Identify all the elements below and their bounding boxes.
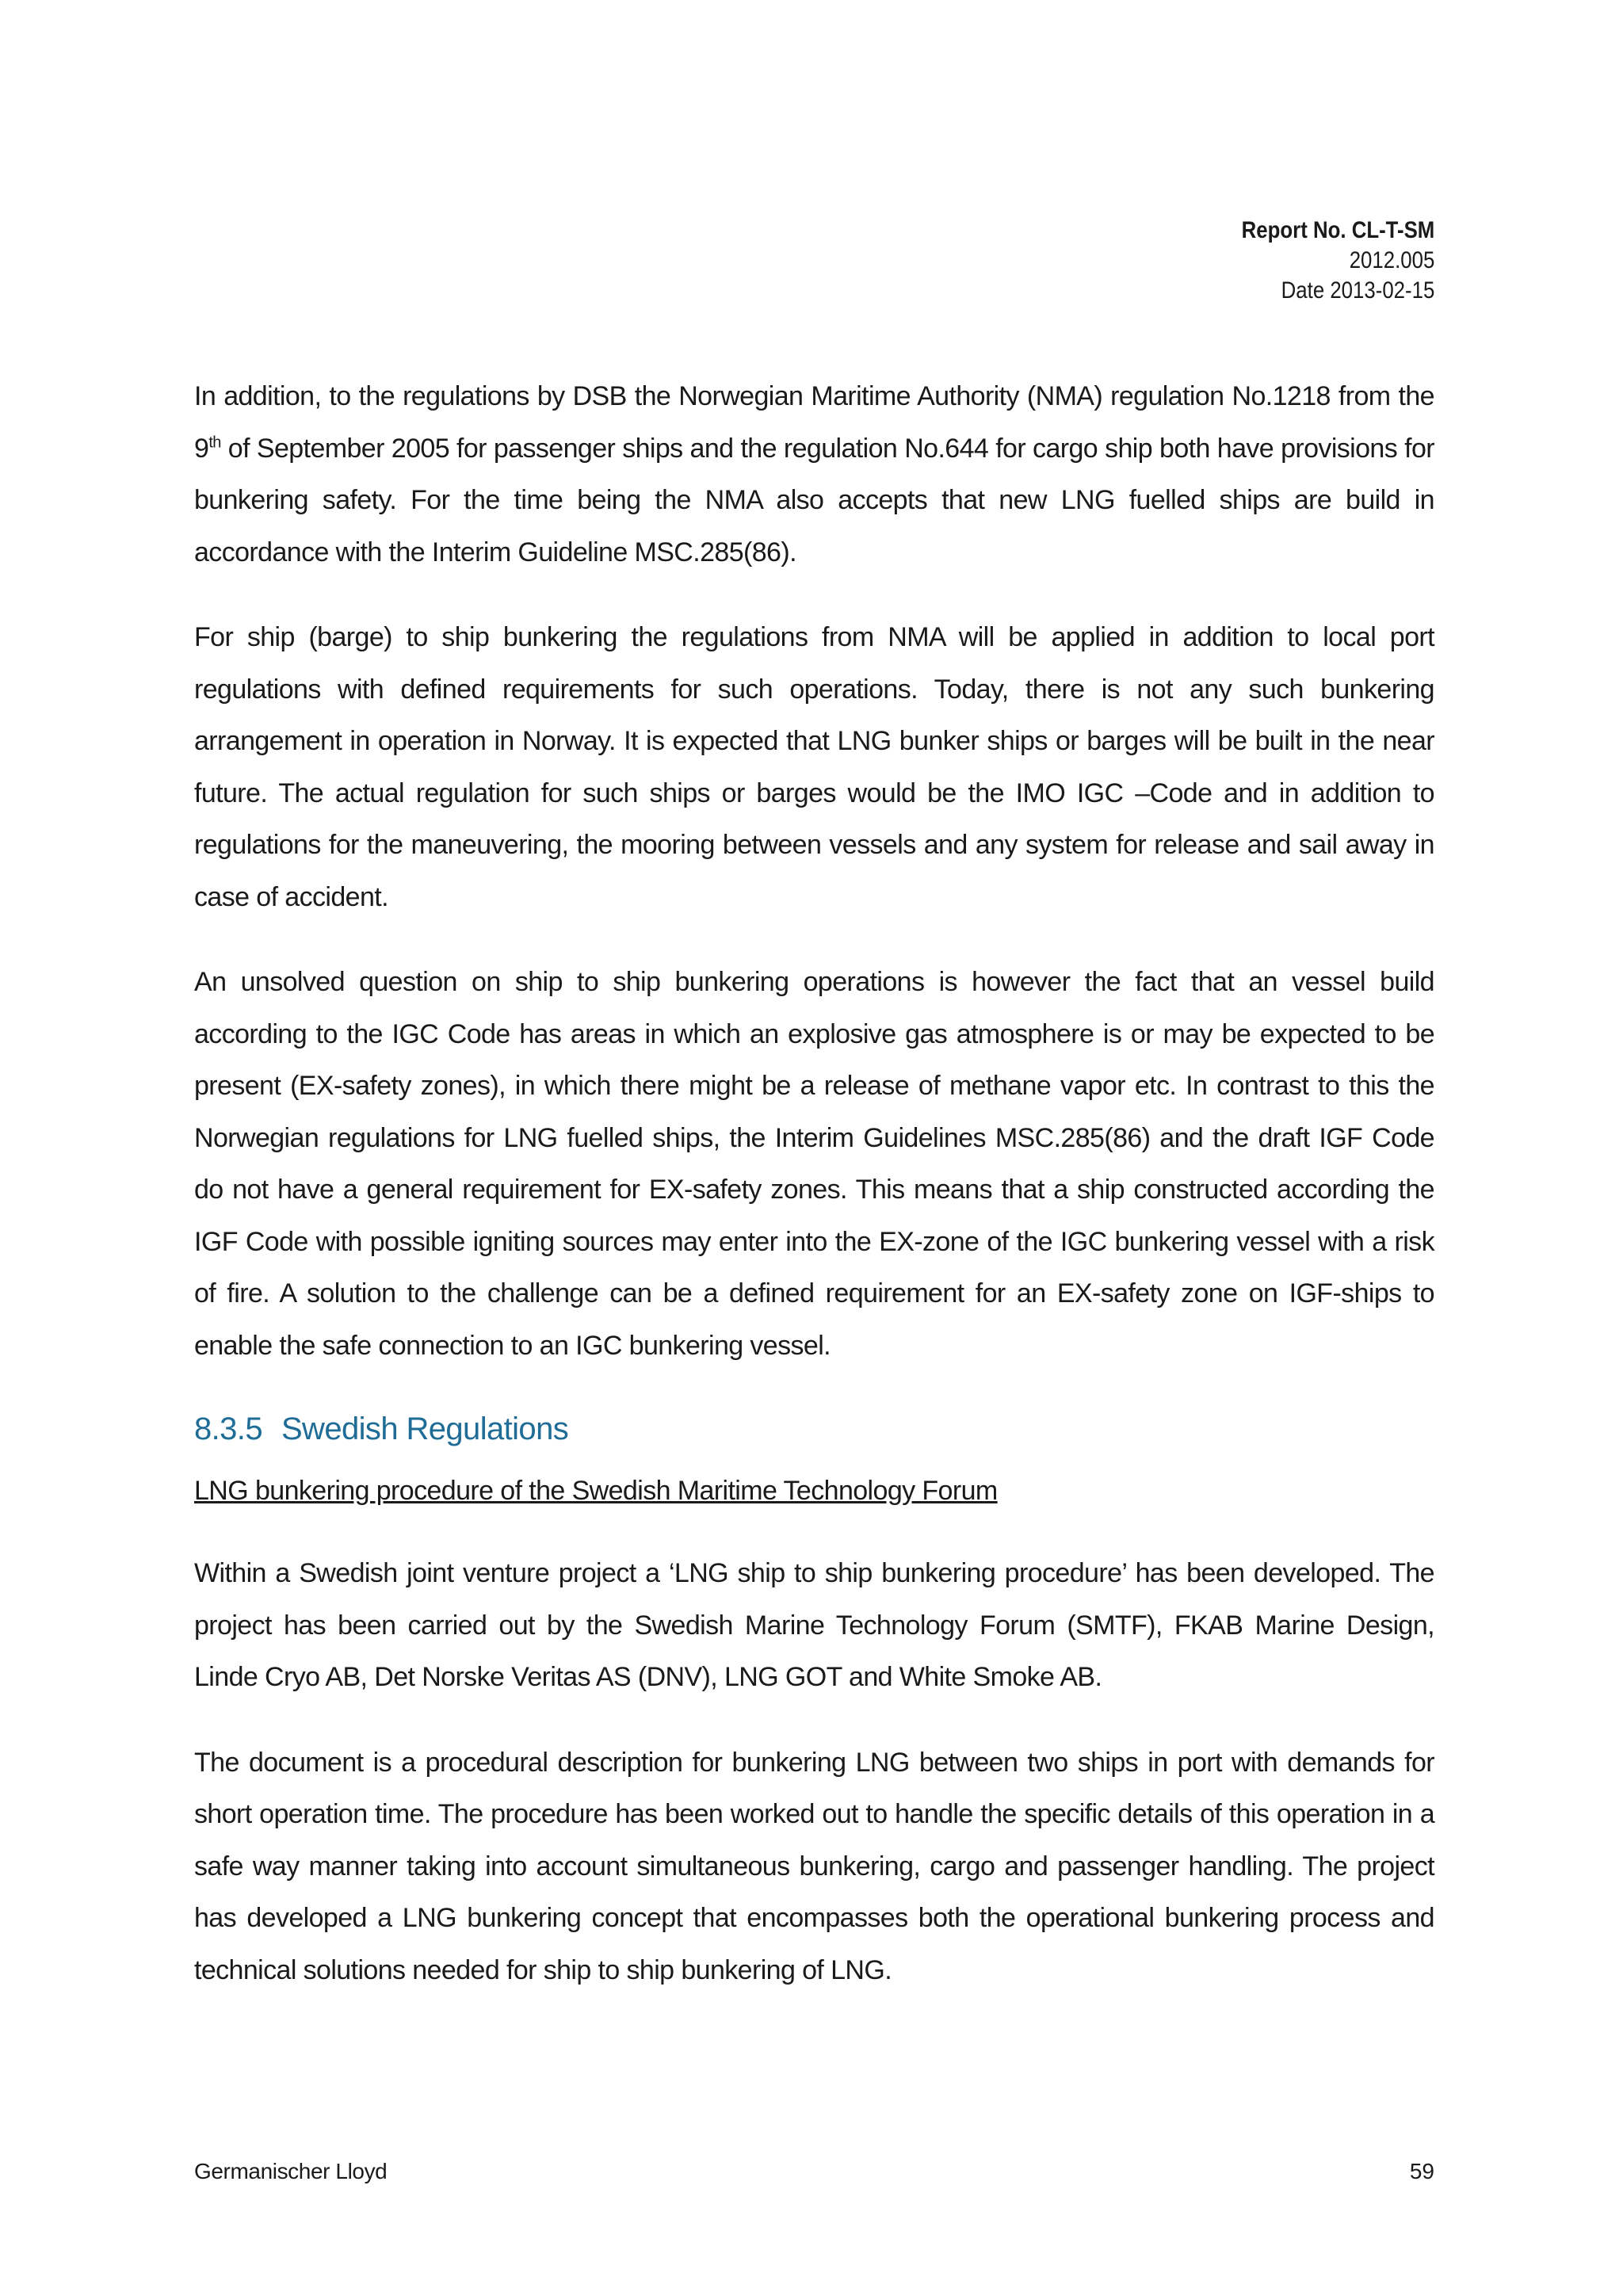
footer-company: Germanischer Lloyd	[194, 2159, 388, 2183]
paragraph-ex-safety-zones: An unsolved question on ship to ship bunkering operations is however the fact that an vessel build according to the IGC Code has areas in which an explosive gas atmosphere is or may be expected to be present (EX-safety zones), in which there might be a release of methane vapor etc. In contrast to this the Norwegian regulations for LNG fuelled ships, the Interim Guidelines MSC.285(86) and the draft IGF Code do not have a general requirement for EX-safety zones. This means that a ship constructed according the IGF Code with possible igniting sources may enter into the EX-zone of the IGC bunkering vessel with a risk of fire. A solution to the challenge can be a defined requirement for an EX-safety zone on IGF-ships to enable the safe connection to an IGC bunkering vessel.	[194, 967, 1434, 1361]
report-date: Date 2013-02-15	[1281, 277, 1434, 304]
section-title: Swedish Regulations	[281, 1412, 569, 1446]
paragraph-joint-venture: Within a Swedish joint venture project a ‘LNG ship to ship bunkering procedure’ has been developed. The project has been carried out by the Swedish Marine Technology Forum (SMTF), FKAB Marine Design, Linde Cryo AB, Det Norske Veritas AS (DNV), LNG GOT and White Smoke AB.	[194, 1558, 1434, 1692]
subheading-smtf-procedure: LNG bunkering procedure of the Swedish Maritime Technology Forum	[194, 1476, 998, 1506]
report-header	[1241, 216, 1434, 306]
paragraph-text: In addition, to the regulations by DSB the Norwegian Maritime Authority (NMA) regulation No.1218 from the 9	[194, 381, 1434, 464]
section-number: 8.3.5	[194, 1412, 262, 1446]
document-body	[194, 371, 1434, 2030]
paragraph-procedure-description: The document is a procedural description for bunkering LNG between two ships in port with demands for short operation time. The procedure has been worked out to handle the specific details of this operation in a safe way manner taking into account simultaneous bunkering, cargo and passenger handling. The project has developed a LNG bunkering concept that encompasses both the operational bunkering process and technical solutions needed for ship to ship bunkering of LNG.	[194, 1747, 1434, 1985]
paragraph-ship-to-ship: For ship (barge) to ship bunkering the regulations from NMA will be applied in addition to local port regulations with defined requirements for such operations. Today, there is not any such bunkering arrangement in operation in Norway. It is expected that LNG bunker ships or barges will be built in the near future. The actual regulation for such ships or barges would be the IMO IGC –Code and in addition to regulations for the maneuvering, the mooring between vessels and any system for release and sail away in case of accident.	[194, 622, 1434, 912]
ordinal-suffix: th	[208, 434, 221, 452]
paragraph-text: of September 2005 for passenger ships and the regulation No.644 for cargo ship both have provisions for bunkering safety. For the time being the NMA also accepts that new LNG fuelled ships are build in accordance with the Interim Guideline MSC.285(86).	[194, 433, 1434, 567]
page-number: 59	[1409, 2159, 1434, 2183]
report-number-label: Report No. CL-T-SM	[1241, 217, 1434, 243]
report-number-value: 2012.005	[1349, 247, 1434, 273]
paragraph-nma-regulations	[194, 371, 1434, 579]
section-heading	[194, 1405, 1434, 1453]
